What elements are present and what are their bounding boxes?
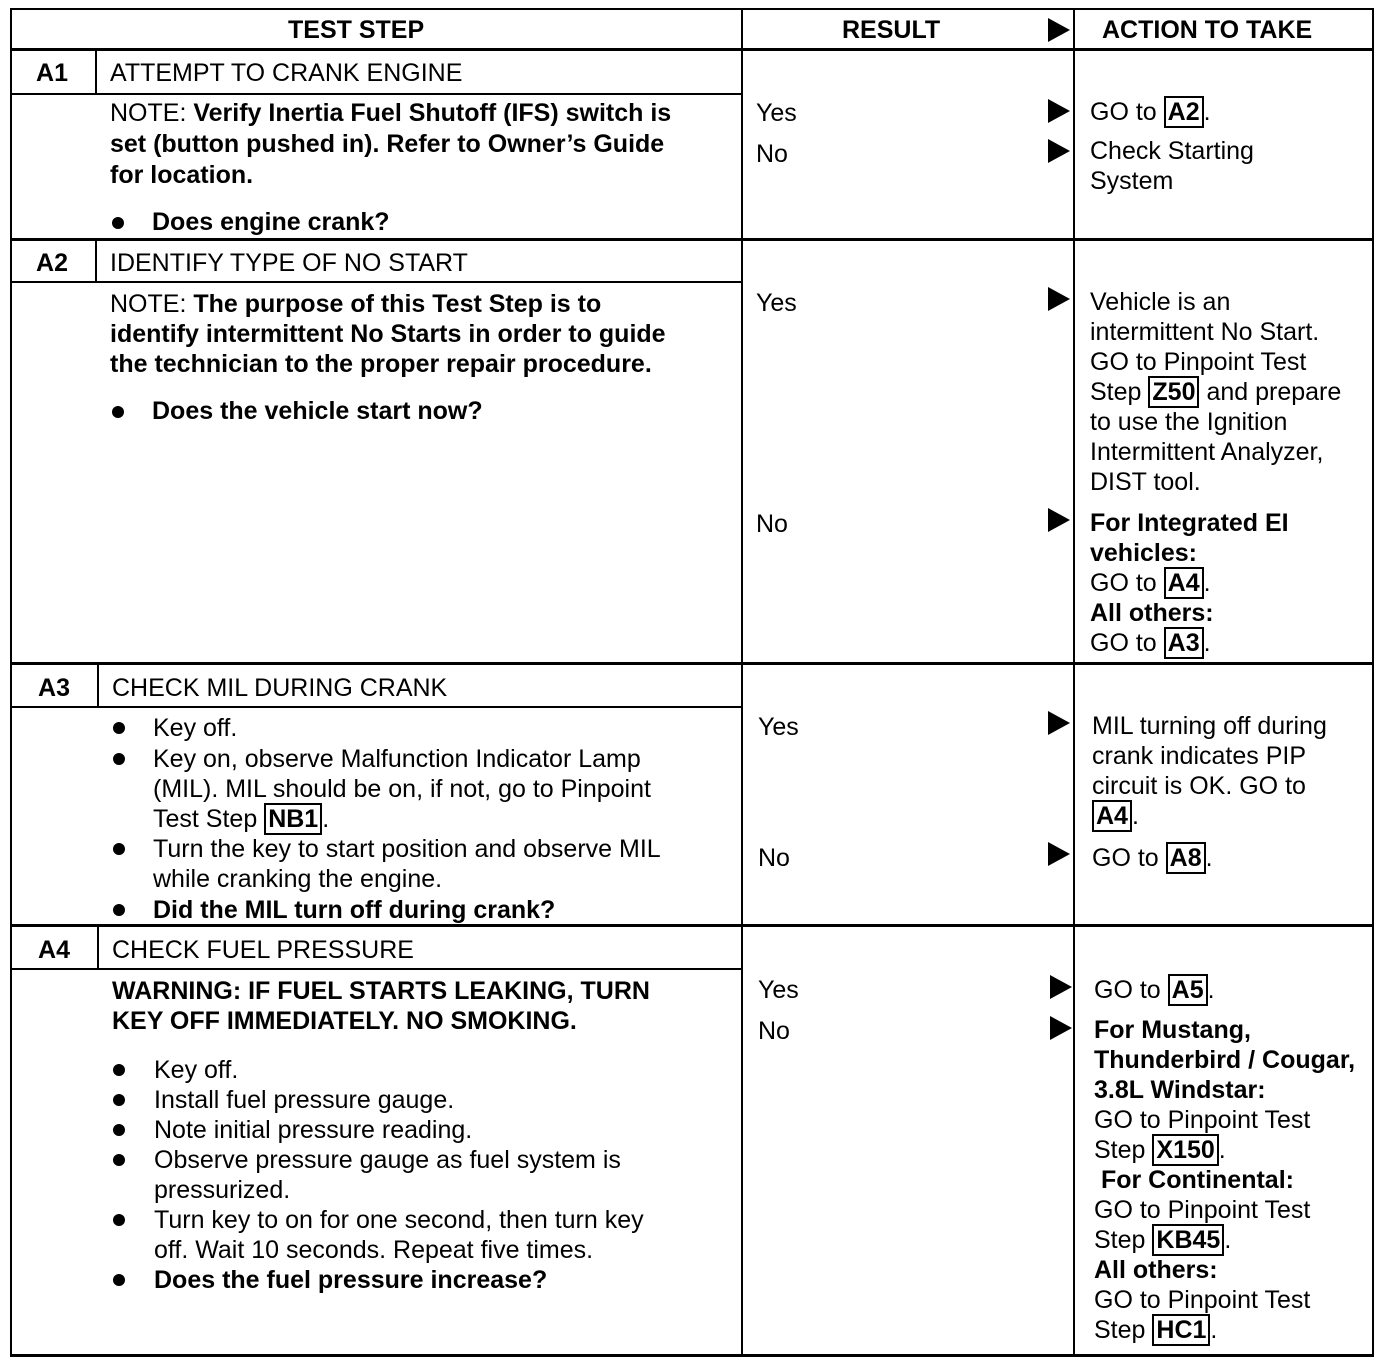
bullet-icon bbox=[113, 843, 125, 855]
arrow-icon bbox=[1048, 18, 1070, 42]
bullet-a3-1: Key off. bbox=[153, 714, 238, 742]
note-a2: NOTE: The purpose of this Test Step is to identify intermittent No Starts in order to guide the technician to the proper repair procedure. bbox=[110, 290, 666, 378]
action-yes-a4: GO to A5 . bbox=[1094, 976, 1215, 1004]
action-no-a3: GO to A8 . bbox=[1092, 844, 1213, 872]
bullet-icon bbox=[113, 722, 125, 734]
bullet-a4-5: Turn key to on for one second, then turn key off. Wait 10 seconds. Repeat five times. bbox=[154, 1206, 644, 1264]
step-title-a3: CHECK MIL DURING CRANK bbox=[112, 674, 448, 702]
step-reference[interactable]: KB45 bbox=[1152, 1224, 1224, 1256]
note-a1: NOTE: Verify Inertia Fuel Shutoff (IFS) switch is set (button pushed in). Refer to Owner’s Guide for location. bbox=[110, 99, 672, 189]
result-no-a2: No bbox=[756, 510, 788, 538]
bullet-a4-3: Note initial pressure reading. bbox=[154, 1116, 473, 1144]
bullet-a4-2: Install fuel pressure gauge. bbox=[154, 1086, 455, 1114]
step-reference[interactable]: A8 bbox=[1166, 842, 1206, 874]
header-action: ACTION TO TAKE bbox=[1102, 16, 1313, 44]
result-yes-a3: Yes bbox=[758, 713, 799, 741]
step-reference[interactable]: X150 bbox=[1152, 1134, 1218, 1166]
result-no-a1: No bbox=[756, 140, 788, 168]
step-reference[interactable]: A4 bbox=[1092, 800, 1132, 832]
step-reference[interactable]: A3 bbox=[1164, 627, 1204, 659]
warning-a4: WARNING: IF FUEL STARTS LEAKING, TURN KEY OFF IMMEDIATELY. NO SMOKING. bbox=[112, 977, 650, 1035]
step-reference[interactable]: Z50 bbox=[1148, 376, 1199, 408]
arrow-icon bbox=[1048, 508, 1070, 532]
step-id-a2: A2 bbox=[36, 249, 68, 277]
action-yes-a2: Vehicle is an intermittent No Start. GO to Pinpoint Test Step Z50 and prepare to use the Ignition Intermittent Analyzer, DIST tool. bbox=[1090, 288, 1342, 496]
result-yes-a4: Yes bbox=[758, 976, 799, 1004]
arrow-icon bbox=[1050, 1016, 1072, 1040]
bullet-icon bbox=[113, 1124, 125, 1136]
step-title-a1: ATTEMPT TO CRANK ENGINE bbox=[110, 59, 463, 87]
bullet-icon bbox=[113, 1214, 125, 1226]
header-test-step: TEST STEP bbox=[288, 16, 425, 44]
bullet-icon bbox=[112, 406, 124, 418]
question-a3: Did the MIL turn off during crank? bbox=[153, 896, 556, 924]
step-title-a4: CHECK FUEL PRESSURE bbox=[112, 936, 414, 964]
header-result: RESULT bbox=[842, 16, 941, 44]
bullet-icon bbox=[113, 904, 125, 916]
question-a1: Does engine crank? bbox=[152, 208, 390, 236]
action-yes-a3: MIL turning off during crank indicates PIP circuit is OK. GO to A4 . bbox=[1092, 712, 1327, 830]
action-no-a4: For Mustang, Thunderbird / Cougar, 3.8L Windstar: GO to Pinpoint Test Step X150 . For Continental: GO to Pinpoint Test Step KB45 . All others: GO to Pinpoint Test Step HC1 . bbox=[1094, 1016, 1356, 1344]
step-reference[interactable]: A2 bbox=[1164, 96, 1204, 128]
bullet-icon bbox=[113, 753, 125, 765]
result-yes-a2: Yes bbox=[756, 289, 797, 317]
step-reference[interactable]: HC1 bbox=[1152, 1314, 1210, 1346]
bullet-icon bbox=[113, 1064, 125, 1076]
step-id-a1: A1 bbox=[36, 59, 68, 87]
bullet-icon bbox=[112, 217, 124, 229]
arrow-icon bbox=[1048, 842, 1070, 866]
bullet-a3-2: Key on, observe Malfunction Indicator Lamp (MIL). MIL should be on, if not, go to Pinpoint Test Step NB1 . bbox=[153, 745, 651, 833]
step-reference[interactable]: NB1 bbox=[264, 803, 322, 835]
result-no-a4: No bbox=[758, 1017, 790, 1045]
question-a2: Does the vehicle start now? bbox=[152, 397, 483, 425]
arrow-icon bbox=[1050, 975, 1072, 999]
bullet-a4-1: Key off. bbox=[154, 1056, 239, 1084]
bullet-a4-4: Observe pressure gauge as fuel system is pressurized. bbox=[154, 1146, 621, 1204]
result-no-a3: No bbox=[758, 844, 790, 872]
result-yes-a1: Yes bbox=[756, 99, 797, 127]
arrow-icon bbox=[1048, 99, 1070, 123]
bullet-a3-3: Turn the key to start position and observe MIL while cranking the engine. bbox=[153, 835, 661, 893]
action-no-a2: For Integrated EI vehicles: GO to A4 . All others: GO to A3 . bbox=[1090, 509, 1289, 657]
arrow-icon bbox=[1048, 711, 1070, 735]
arrow-icon bbox=[1048, 139, 1070, 163]
action-yes-a1: GO to A2 . bbox=[1090, 98, 1211, 126]
step-reference[interactable]: A4 bbox=[1164, 567, 1204, 599]
arrow-icon bbox=[1048, 287, 1070, 311]
step-reference[interactable]: A5 bbox=[1168, 974, 1208, 1006]
action-no-a1: Check Starting System bbox=[1090, 137, 1254, 195]
bullet-icon bbox=[113, 1274, 125, 1286]
step-id-a4: A4 bbox=[38, 936, 70, 964]
bullet-icon bbox=[113, 1094, 125, 1106]
question-a4: Does the fuel pressure increase? bbox=[154, 1266, 548, 1294]
bullet-icon bbox=[113, 1154, 125, 1166]
step-id-a3: A3 bbox=[38, 674, 70, 702]
step-title-a2: IDENTIFY TYPE OF NO START bbox=[110, 249, 468, 277]
